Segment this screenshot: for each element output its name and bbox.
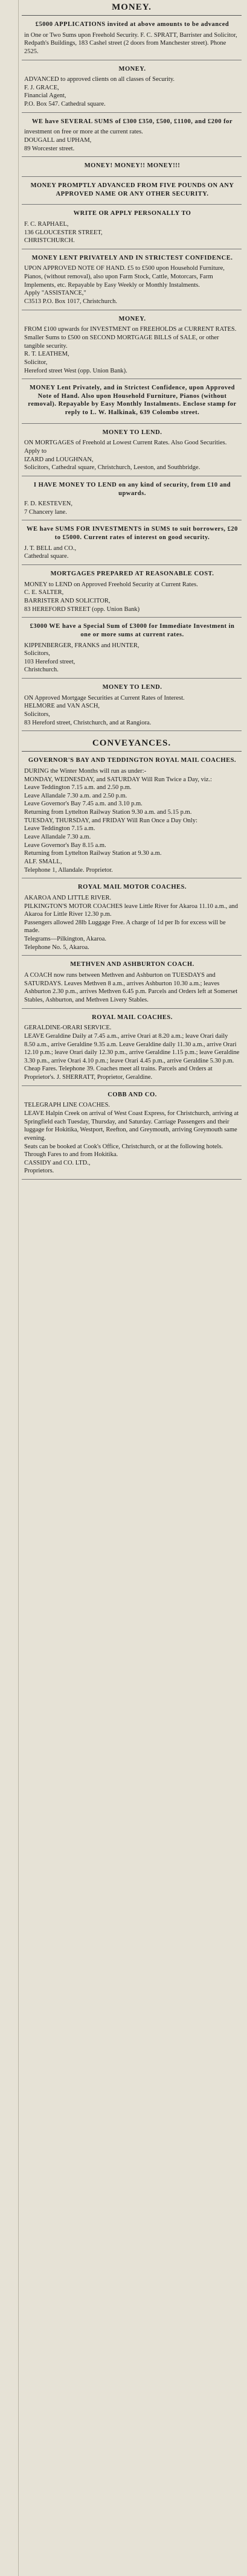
ad-line: Leave Governor's Bay 8.15 a.m. [24,842,106,849]
ad-line: 89 Worcester street. [24,145,75,152]
ad-heading: WRITE OR APPLY PERSONALLY TO [73,210,191,217]
ad-heading: COBB AND CO. [107,1091,157,1098]
ad-line: DURING the Winter Months will run as under:- [24,767,147,775]
ad-line: R. T. LEATHEM, [24,351,69,358]
ad-line: AKAROA AND LITTLE RIVER. [24,894,112,901]
advertisement [22,379,242,424]
ad-heading: METHVEN AND ASHBURTON COACH. [70,961,194,968]
ad-line: ADVANCED to approved clients on all classes of Security. [24,76,175,83]
ad-line: CHRISTCHURCH. [24,237,75,244]
ad-line: A COACH now runs between Methven and Ashburton on TUESDAYS and SATURDAYS. Leaves Methven 8 a.m., arrives Ashburton 10.30 a.m.; leaves Ashburton 2.30 p.m., arrives Methven 6.45 p.m. Parcels and Orders left at Somerset Stables, Ashburton, and Methven Livery Stables. [24,972,238,1003]
ad-heading: MONEY. [118,315,146,322]
ad-line: PILKINGTON'S MOTOR COACHES leave Little River for Akaroa 11.10 a.m., and Akaroa for Little River 12.30 p.m. [24,903,238,918]
ad-line: Solicitors, [24,650,50,657]
ad-line: FROM £100 upwards for INVESTMENT on FREEHOLDS at CURRENT RATES. Smaller Sums to £500 on SECOND MORTGAGE BILLS of SALE, or other tangible security. [24,326,237,350]
left-margin-strip [0,0,19,2576]
advertisement [22,752,242,878]
ad-line: Telegrams—Pilkington, Akaroa. [24,936,107,943]
ad-heading: MONEY TO LEND. [102,684,162,691]
advertisement [22,565,242,618]
ad-line: ON MORTGAGES of Freehold at Lowest Current Rates. Also Good Securities. Apply to [24,439,227,455]
ad-line: F. C. RAPHAEL, [24,220,69,228]
ad-line: MONDAY, WEDNESDAY, and SATURDAY Will Run Twice a Day, viz.: [24,776,212,783]
ad-heading: ROYAL MAIL MOTOR COACHES. [78,884,187,891]
ad-line: KIPPENBERGER, FRANKS and HUNTER, [24,642,140,649]
ad-line: LEAVE Halpin Creek on arrival of West Coast Express, for Christchurch, arriving at Springfield each Tuesday, Thursday, and Saturday. Carriage Passengers and their luggage for Hokitika, Westport, Reefton, and Greymouth, arriving Greymouth same evening. [24,1110,239,1142]
advertisement [22,113,242,158]
ad-line: Apply "ASSISTANCE," [24,290,86,297]
ad-line: 103 Hereford street, [24,658,75,665]
ad-heading: MONEY PROMPTLY ADVANCED FROM FIVE POUNDS ON ANY APPROVED NAME OR ANY OTHER SECURITY. [30,182,234,197]
ad-heading: ROYAL MAIL COACHES. [92,1014,173,1021]
section-title-conveyances: CONVEYANCES. [22,736,242,752]
ad-line: 7 Chancery lane. [24,508,67,516]
ad-line: F. J. GRACE, [24,84,59,91]
ad-line: Hereford street West (opp. Union Bank). [24,367,127,374]
ad-line: Telephone 1, Allandale. Proprietor. [24,866,113,874]
advertisement [22,310,242,379]
ad-line: Proprietors. [24,1168,54,1175]
ad-line: MONEY to LEND on Approved Freehold Security at Current Rates. [24,581,198,588]
ad-line: Leave Governor's Bay 7.45 a.m. and 3.10 p.m. [24,801,143,808]
ad-heading: MONEY LENT PRIVATELY AND IN STRICTEST CONFIDENCE. [31,254,233,261]
ad-line: DOUGALL and UPHAM, [24,137,92,144]
ad-line: F. D. KESTEVEN, [24,500,72,508]
ad-line: Solicitors, [24,711,50,718]
advertisement [22,16,242,60]
advertisement [22,249,242,310]
ad-line: GERALDINE-ORARI SERVICE. [24,1024,112,1032]
advertisement [22,1086,242,1180]
ad-heading: MONEY! MONEY!! MONEY!!! [84,162,181,170]
ad-line: Passengers allowed 28lb Luggage Free. A charge of 1d per lb for excess will be made. [24,919,226,935]
ad-line: C. E. SALTER, [24,589,64,596]
ad-heading: £5000 APPLICATIONS invited at above amounts to be advanced [35,21,229,28]
ad-line: Leave Teddington 7.15 a.m. and 2.50 p.m. [24,784,132,791]
ad-line: 83 HEREFORD STREET (opp. Union Bank) [24,606,140,613]
ad-line: 136 GLOUCESTER STREET, [24,229,103,236]
ad-line: HELMORE and VAN ASCH, [24,703,100,710]
ad-line: in One or Two Sums upon Freehold Security. F. C. SPRATT, Barrister and Solicitor, Redpath's Buildings, 183 Cashel street (2 doors from Manchester street). Phone 2525. [24,31,237,55]
ad-heading: MONEY. [118,65,146,72]
ad-line: Leave Allandale 7.30 a.m. and 2.50 p.m. [24,792,127,799]
advertisement [22,878,242,956]
ad-line: Leave Allandale 7.30 a.m. [24,834,91,841]
ad-heading: MONEY TO LEND. [102,429,162,436]
ad-line: Telephone No. 5, Akaroa. [24,944,89,951]
money-ads-list [22,16,242,731]
advertisement-column [22,0,242,1180]
advertisement [22,205,242,249]
ad-heading: MONEY Lent Privately, and in Strictest Confidence, upon Approved Note of Hand. Also upon Household Furniture, Pianos (without removal). Repayable by Easy Monthly Instalments. Enclose stamp for reply to L. W. Halkinak, 639 Colombo street. [28,385,237,417]
ad-heading: I HAVE MONEY TO LEND on any kind of security, from £10 and upwards. [33,481,231,497]
ad-line: ON Approved Mortgage Securities at Current Rates of Interest. [24,694,185,702]
advertisement [22,424,242,476]
ad-line: 83 Hereford street, Christchurch, and at Rangiora. [24,719,152,726]
advertisement [22,177,242,205]
advertisement [22,476,242,521]
advertisement [22,520,242,565]
ad-line: UPON APPROVED NOTE OF HAND. £5 to £500 upon Household Furniture, Pianos, (without removal), also upon Farm Stock, Cattle, Motorcars, Farm Implements, etc. Repayable by Easy Weekly or Monthly Instalments. [24,265,225,289]
ad-line: Leave Teddington 7.15 a.m. [24,825,95,833]
ad-heading: WE have SUMS FOR INVESTMENTS in SUMS to suit borrowers, £20 to £5000. Current rates of interest on good security. [27,526,238,542]
conveyance-ads-list [22,752,242,1180]
ad-line: P.O. Box 547. Cathedral square. [24,101,106,108]
ad-line: CASSIDY and CO. LTD., [24,1159,91,1166]
ad-line: Solicitors, Cathedral square, Christchurch, Leeston, and Southbridge. [24,464,200,471]
ad-line: ALF. SMALL, [24,858,62,865]
ad-line: Returning from Lyttelton Railway Station 9.30 a.m. and 5.15 p.m. [24,809,192,816]
ad-line: IZARD and LOUGHNAN, [24,456,94,463]
ad-heading: GOVERNOR'S BAY AND TEDDINGTON ROYAL MAIL COACHES. [28,757,237,764]
ad-line: TELEGRAPH LINE COACHES. [24,1102,111,1109]
ad-line: Returning from Lyttelton Railway Station at 9.30 a.m. [24,850,162,857]
ad-line: Financial Agent, [24,92,66,100]
advertisement [22,60,242,113]
ad-line: BARRISTER AND SOLICITOR, [24,597,111,604]
ad-line: LEAVE Geraldine Daily at 7.45 a.m., arrive Orari at 8.20 a.m.; leave Orari daily 8.50 a.m., arrive Geraldine 9.35 a.m. Leave Geraldine daily 11.30 a.m., arrive Orari 12.10 p.m.; leave Orari daily 12.30 p.m., arrive Geraldine 1.15 p.m.; leave Geraldine 3.30 p.m., arrive Orari 4.10 p.m.; leave Orari 4.45 p.m., arrive Geraldine 5.30 p.m. Cheap Fares. Telephone 39. Coaches meet all trains. Parcels and Orders at Proprietor's. J. SHERRATT, Proprietor, Geraldine. [24,1032,240,1081]
advertisement [22,618,242,679]
ad-line: C3513 P.O. Box 1017, Christchurch. [24,298,118,305]
ad-line: Christchurch. [24,666,59,674]
ad-line: Seats can be booked at Cook's Office, Christchurch, or at the following hotels. Through Fares to and from Hokitika. [24,1143,223,1159]
ad-heading: WE have SEVERAL SUMS of £300 £350, £500, £1100, and £200 for [31,118,233,125]
advertisement [22,679,242,731]
ad-line: TUESDAY, THURSDAY, and FRIDAY Will Run Once a Day Only: [24,817,197,824]
ad-line: Solicitor, [24,359,48,366]
ad-heading: MORTGAGES PREPARED AT REASONABLE COST. [50,570,214,578]
advertisement [22,157,242,177]
section-title-money: MONEY. [22,0,242,16]
ad-heading: £3000 WE have a Special Sum of £3000 for Immediate Investment in one or more sums at current rates. [30,623,235,638]
advertisement [22,956,242,1008]
ad-line: investment on free or more at the current rates. [24,129,143,136]
advertisement [22,1009,242,1086]
ad-line: J. T. BELL and CO., [24,545,77,552]
ad-line: Cathedral square. [24,553,69,560]
